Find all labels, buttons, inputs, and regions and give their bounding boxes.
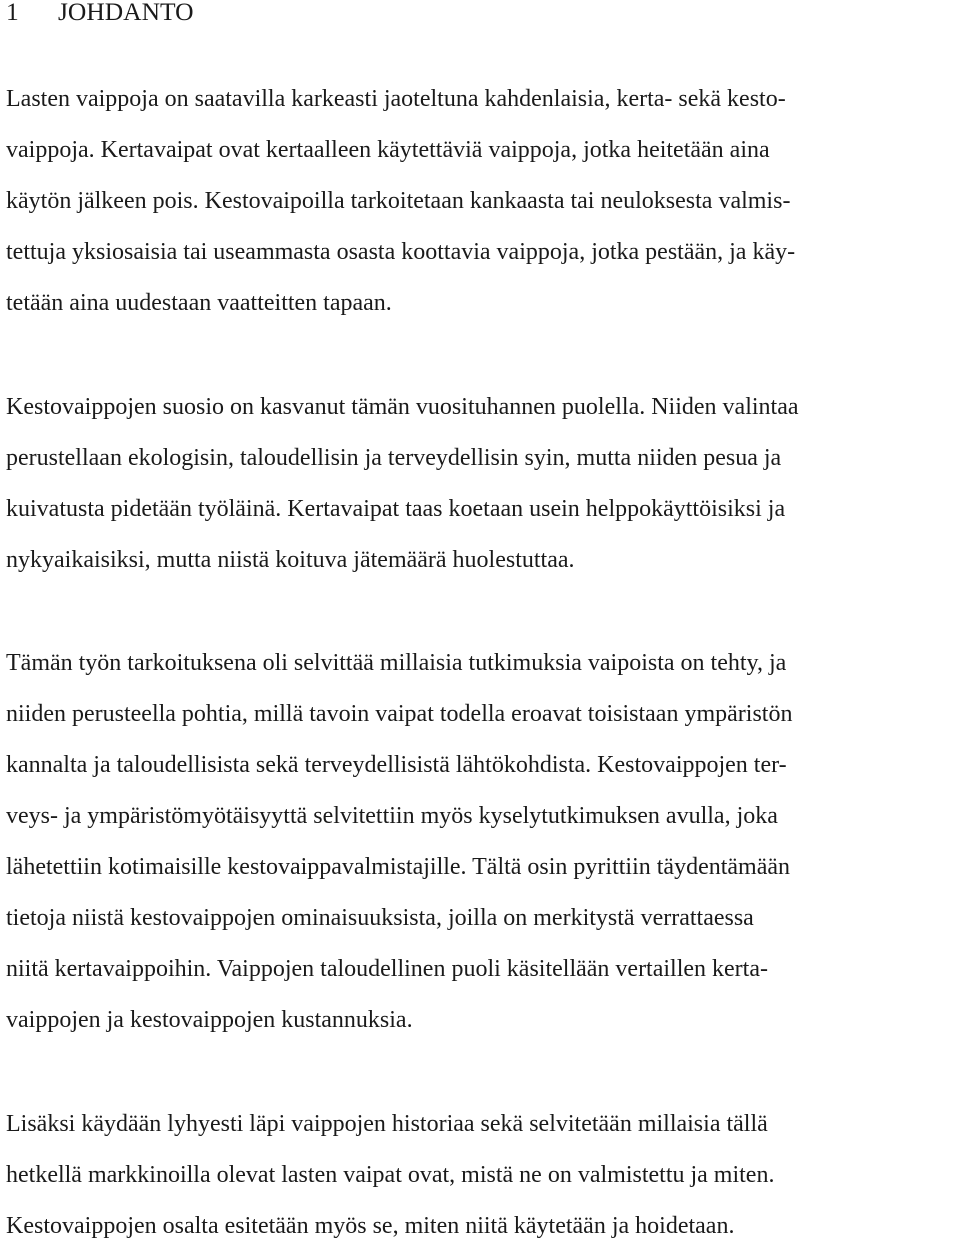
text-line: tetään aina uudestaan vaatteitten tapaan. — [6, 290, 392, 316]
text-line: tettuja yksiosaisia tai useammasta osasta koottavia vaippoja, jotka pestään, ja käy- — [6, 239, 796, 265]
text-line: hetkellä markkinoilla olevat lasten vaipat ovat, mistä ne on valmistettu ja miten. — [6, 1162, 775, 1188]
text-line: kannalta ja taloudellisista sekä terveydellisistä lähtökohdista. Kestovaippojen ter- — [6, 752, 787, 778]
text-line: Kestovaippojen osalta esitetään myös se, miten niitä käytetään ja hoidetaan. — [6, 1213, 735, 1239]
text-line: vaippoja. Kertavaipat ovat kertaalleen käytettäviä vaippoja, jotka heitetään aina — [6, 137, 770, 163]
text-line: lähetettiin kotimaisille kestovaippavalmistajille. Tältä osin pyrittiin täydentämään — [6, 854, 791, 880]
section-number: 1 — [6, 0, 19, 26]
text-line: nykyaikaisiksi, mutta niistä koituva jätemäärä huolestuttaa. — [6, 547, 575, 573]
section-title: JOHDANTO — [58, 0, 194, 26]
text-line: niiden perusteella pohtia, millä tavoin vaipat todella eroavat toisistaan ympäristön — [6, 701, 793, 727]
text-line: kuivatusta pidetään työläinä. Kertavaipat taas koetaan usein helppokäyttöisiksi ja — [6, 496, 786, 522]
text-line: tietoja niistä kestovaippojen ominaisuuksista, joilla on merkitystä verrattaessa — [6, 905, 754, 931]
text-line: Kestovaippojen suosio on kasvanut tämän vuosituhannen puolella. Niiden valintaa — [6, 394, 799, 420]
text-line: Tämän työn tarkoituksena oli selvittää millaisia tutkimuksia vaipoista on tehty, ja — [6, 650, 787, 676]
text-line: perustellaan ekologisin, taloudellisin ja terveydellisin syin, mutta niiden pesua ja — [6, 445, 782, 471]
text-line: Lisäksi käydään lyhyesti läpi vaippojen historiaa sekä selvitetään millaisia tällä — [6, 1111, 768, 1137]
text-line: vaippojen ja kestovaippojen kustannuksia. — [6, 1007, 413, 1033]
section-heading — [6, 0, 194, 30]
text-line: Lasten vaippoja on saatavilla karkeasti jaoteltuna kahdenlaisia, kerta- sekä kesto- — [6, 86, 786, 112]
text-line: käytön jälkeen pois. Kestovaipoilla tarkoitetaan kankaasta tai neuloksesta valmis- — [6, 188, 791, 214]
text-line: veys- ja ympäristömyötäisyyttä selvitettiin myös kyselytutkimuksen avulla, joka — [6, 803, 778, 829]
text-line: niitä kertavaippoihin. Vaippojen taloudellinen puoli käsitellään vertaillen kerta- — [6, 956, 768, 982]
